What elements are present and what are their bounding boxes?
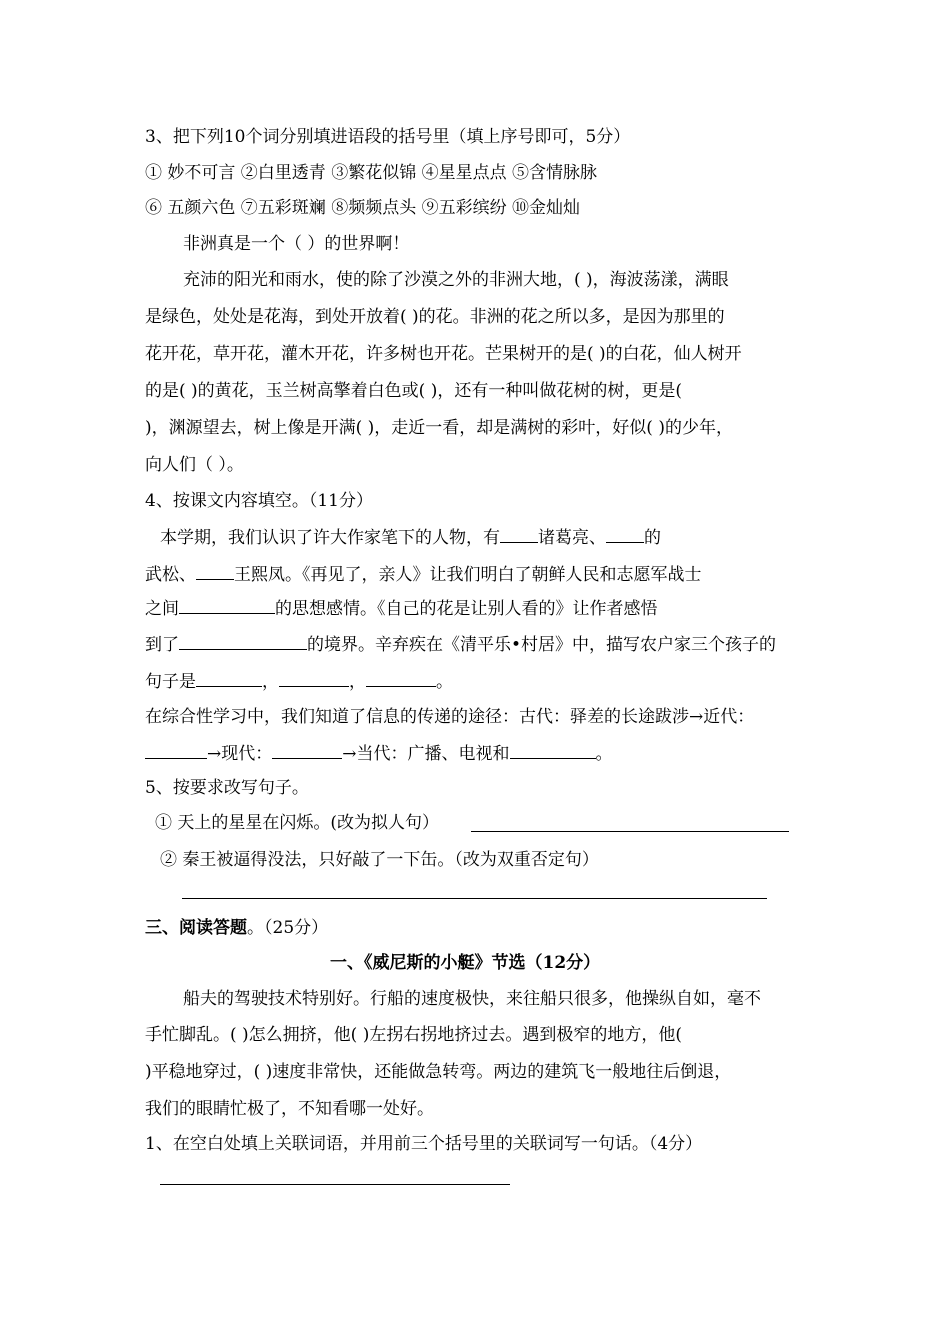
- section-3-heading-text: 三、阅读答题: [145, 918, 247, 938]
- q5-item-1: ① 天上的星星在闪烁。(改为拟人句）: [155, 813, 440, 833]
- q4-text: 的: [644, 528, 661, 548]
- q4-text: 的境界。辛弃疾在《清平乐•村居》中，描写农户家三个孩子的: [307, 635, 777, 655]
- q3-paragraph-line: 充沛的阳光和雨水，使的除了沙漠之外的非洲大地，( )，海波荡漾，满眼: [183, 270, 729, 290]
- q4-text: ，: [349, 672, 366, 692]
- fill-blank[interactable]: [606, 526, 644, 543]
- q4-text: 武松、: [145, 565, 196, 585]
- section-3-score: （25分）: [264, 918, 329, 938]
- fill-blank[interactable]: [145, 742, 207, 759]
- q4-text: 句子是: [145, 672, 196, 692]
- passage-line: 我们的眼睛忙极了，不知看哪一处好。: [145, 1099, 434, 1119]
- fill-blank[interactable]: [272, 742, 342, 759]
- fill-blank[interactable]: [510, 742, 596, 759]
- fill-blank[interactable]: [366, 670, 436, 687]
- passage-line: )平稳地穿过，( )速度非常快，还能做急转弯。两边的建筑飞一般地往后倒退，: [145, 1062, 732, 1082]
- fill-blank[interactable]: [500, 526, 538, 543]
- q4-text: 之间: [145, 599, 179, 619]
- q4-text: 王熙凤。《再见了，亲人》让我们明白了朝鲜人民和志愿军战士: [234, 565, 702, 585]
- q4-line-4: [145, 633, 776, 656]
- q4-text: →现代：: [207, 744, 273, 764]
- q3-paragraph-line: 的是( )的黄花，玉兰树高擎着白色或( )，还有一种叫做花树的树，更是(: [145, 381, 682, 401]
- q4-text: →当代：广播、电视和: [342, 744, 510, 764]
- section-3-heading: [145, 917, 328, 939]
- q3-paragraph-line: 是绿色，处处是花海，到处开放着( )的花。非洲的花之所以多，是因为那里的: [145, 307, 725, 327]
- q4-text: 。: [436, 672, 453, 692]
- answer-line[interactable]: [471, 831, 789, 832]
- q5-title: 5、按要求改写句子。: [145, 778, 309, 798]
- q4-text: 诸葛亮、: [538, 528, 606, 548]
- passage-title: 一、《威尼斯的小艇》节选（12分）: [330, 953, 601, 973]
- q3-paragraph-line: 向人们（ ）。: [145, 455, 244, 475]
- fill-blank[interactable]: [179, 633, 307, 650]
- q4-text: 。: [595, 744, 613, 764]
- q3-title: 3、把下列10个词分别填进语段的括号里（填上序号即可，5分）: [145, 127, 631, 147]
- answer-line[interactable]: [182, 898, 767, 899]
- passage-line: 手忙脚乱。( )怎么拥挤，他( )左拐右拐地挤过去。遇到极窄的地方，他(: [145, 1025, 682, 1045]
- q4-text: 的思想感情。《自己的花是让别人看的》让作者感悟: [275, 599, 658, 619]
- q3-paragraph-line: )，渊源望去，树上像是开满( )，走近一看，却是满树的彩叶，好似( )的少年，: [145, 418, 733, 438]
- q4-line-3: [145, 597, 658, 620]
- fill-blank[interactable]: [279, 670, 349, 687]
- q4-title: 4、按课文内容填空。（11分）: [145, 491, 373, 511]
- section-3-heading-end: 。: [247, 918, 264, 938]
- q4-line-6: 在综合性学习中，我们知道了信息的传递的途径：古代：驿差的长途跋涉→近代：: [145, 707, 755, 727]
- q4-line-1: [160, 526, 661, 549]
- q5-item-2: ② 秦王被逼得没法，只好敲了一下缶。（改为双重否定句）: [160, 850, 599, 870]
- fill-blank[interactable]: [179, 597, 275, 614]
- q4-text: 到了: [145, 635, 179, 655]
- q4-text: ，: [262, 672, 279, 692]
- q4-line-5: [145, 670, 453, 693]
- reading-question-1: 1、在空白处填上关联词语，并用前三个括号里的关联词写一句话。（4分）: [145, 1134, 703, 1154]
- q3-options-row-1: ① 妙不可言 ②白里透青 ③繁花似锦 ④星星点点 ⑤含情脉脉: [145, 163, 598, 183]
- q3-options-row-2: ⑥ 五颜六色 ⑦五彩斑斓 ⑧频频点头 ⑨五彩缤纷 ⑩金灿灿: [145, 198, 581, 218]
- q4-line-7: [145, 742, 613, 765]
- q4-text: 本学期，我们认识了许大作家笔下的人物，有: [160, 528, 500, 548]
- passage-line: 船夫的驾驶技术特别好。行船的速度极快，来往船只很多，他操纵自如，毫不: [183, 989, 761, 1009]
- answer-line[interactable]: [160, 1184, 510, 1185]
- q3-paragraph-line: 非洲真是一个（ ）的世界啊！: [183, 234, 410, 254]
- fill-blank[interactable]: [196, 563, 234, 580]
- fill-blank[interactable]: [196, 670, 262, 687]
- q4-line-2: [145, 563, 702, 586]
- q3-paragraph-line: 花开花，草开花，灌木开花，许多树也开花。芒果树开的是( )的白花，仙人树开: [145, 344, 742, 364]
